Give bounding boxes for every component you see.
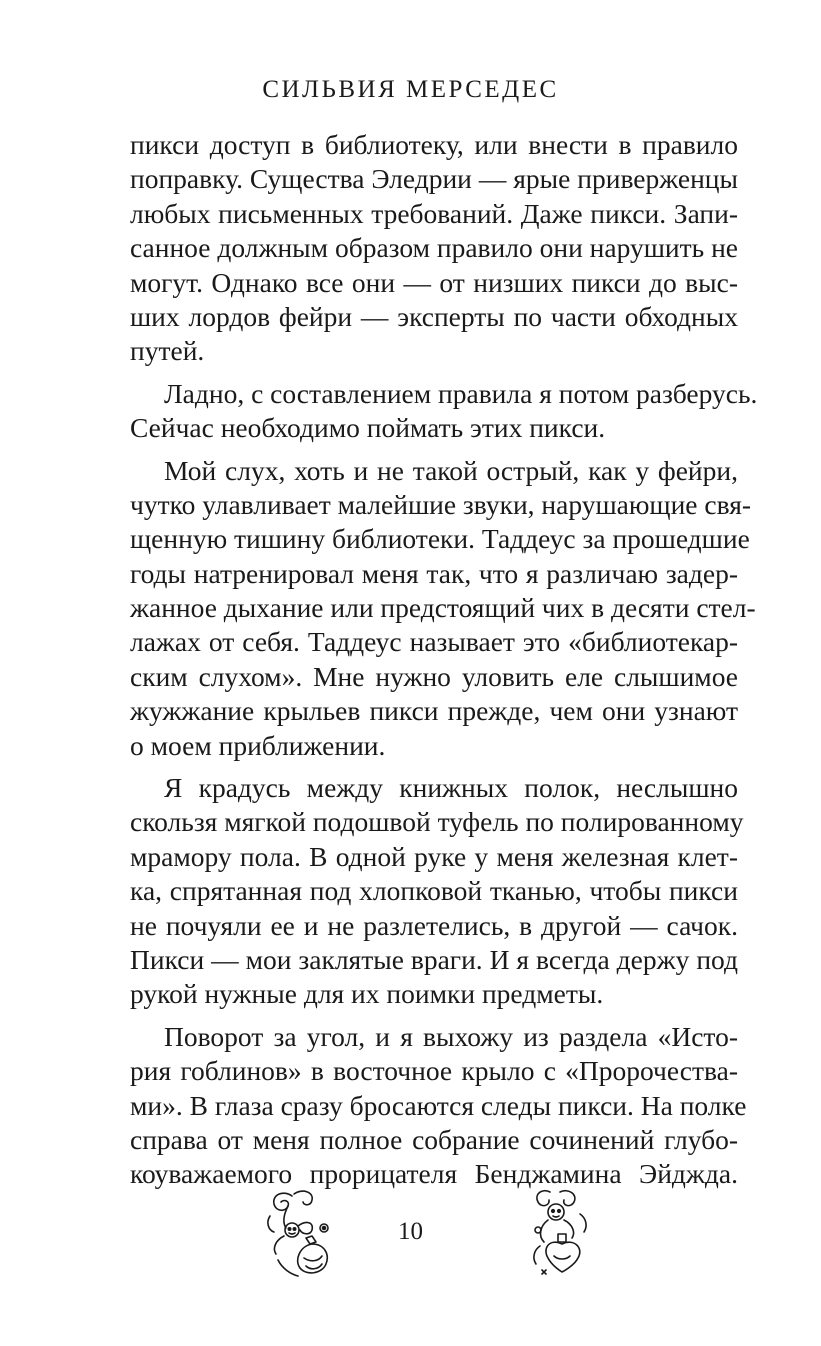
body-text bbox=[130, 128, 758, 1200]
text-line: ским слухом». Мне нужно уловить еле слышимое bbox=[130, 660, 738, 692]
page-number: 10 bbox=[398, 1218, 423, 1245]
text-line: Сейчас необходимо поймать этих пикси. bbox=[130, 412, 606, 444]
text-line: санное должным образом правило они нарушить не bbox=[130, 232, 738, 264]
text-line: Пикси — мои заклятые враги. И я всегда держу под bbox=[130, 943, 738, 975]
text-line: пикси доступ в библиотеку, или внести в правило bbox=[130, 129, 738, 160]
text-line: коуважаемого прорицателя Бенджамина Эйджда. bbox=[130, 1158, 738, 1190]
text-line: скользя мягкой подошвой туфель по полированному bbox=[130, 806, 744, 838]
text-line: чутко улавливает малейшие звуки, нарушающие свя- bbox=[130, 488, 752, 520]
text-line: ми». В глаза сразу бросаются следы пикси. На полке bbox=[130, 1089, 747, 1121]
text-line: любых письменных требований. Даже пикси. Запи- bbox=[130, 197, 738, 229]
text-line: путей. bbox=[130, 335, 205, 367]
page-footer bbox=[0, 1186, 821, 1286]
text-line: годы натренировал меня так, что я различаю задер- bbox=[130, 557, 738, 589]
text-line: рукой нужные для их поимки предметы. bbox=[130, 978, 604, 1010]
text-line: Ладно, с составлением правила я потом разберусь. bbox=[164, 377, 758, 409]
text-line: Мой слух, хоть и не такой острый, как у фейри, bbox=[164, 454, 738, 486]
text-line: Я крадусь между книжных полок, неслышно bbox=[164, 772, 738, 804]
text-line: не почуяли ее и не разлетелись, в другой — сачок. bbox=[130, 909, 738, 941]
pixie-with-heart-flask-icon bbox=[520, 1186, 610, 1282]
text-line: о моем приближении. bbox=[130, 729, 386, 761]
paragraph-4 bbox=[130, 771, 744, 1012]
text-line: рия гоблинов» в восточное крыло с «Пророчества- bbox=[130, 1055, 738, 1087]
text-line: ка, спрятанная под хлопковой тканью, чтобы пикси bbox=[130, 875, 738, 907]
text-line: жанное дыхание или предстоящий чих в десяти стел- bbox=[130, 592, 756, 624]
running-head: СИЛЬВИЯ МЕРСЕДЕС bbox=[262, 76, 559, 103]
text-line: поправку. Существа Эледрии — ярые приверженцы bbox=[130, 163, 738, 195]
text-line: могут. Однако все они — от низших пикси до выс- bbox=[130, 266, 738, 298]
text-line: жужжание крыльев пикси прежде, чем они узнают bbox=[130, 695, 738, 727]
text-line: справа от меня полное собрание сочинений глубо- bbox=[130, 1123, 738, 1155]
text-line: ших лордов фейри — эксперты по части обходных bbox=[130, 300, 738, 332]
paragraph-5 bbox=[130, 1020, 747, 1192]
paragraph-2 bbox=[130, 377, 758, 446]
text-line: Поворот за угол, и я выхожу из раздела «Исто- bbox=[164, 1020, 738, 1052]
paragraph-1 bbox=[130, 128, 738, 369]
text-line: мрамору пола. В одной руке у меня железная клет- bbox=[130, 840, 738, 872]
paragraph-3 bbox=[130, 454, 756, 764]
text-line: лажах от себя. Таддеус называет это «библиотекар- bbox=[130, 626, 738, 658]
text-line: щенную тишину библиотеки. Таддеус за прошедшие bbox=[130, 523, 750, 555]
